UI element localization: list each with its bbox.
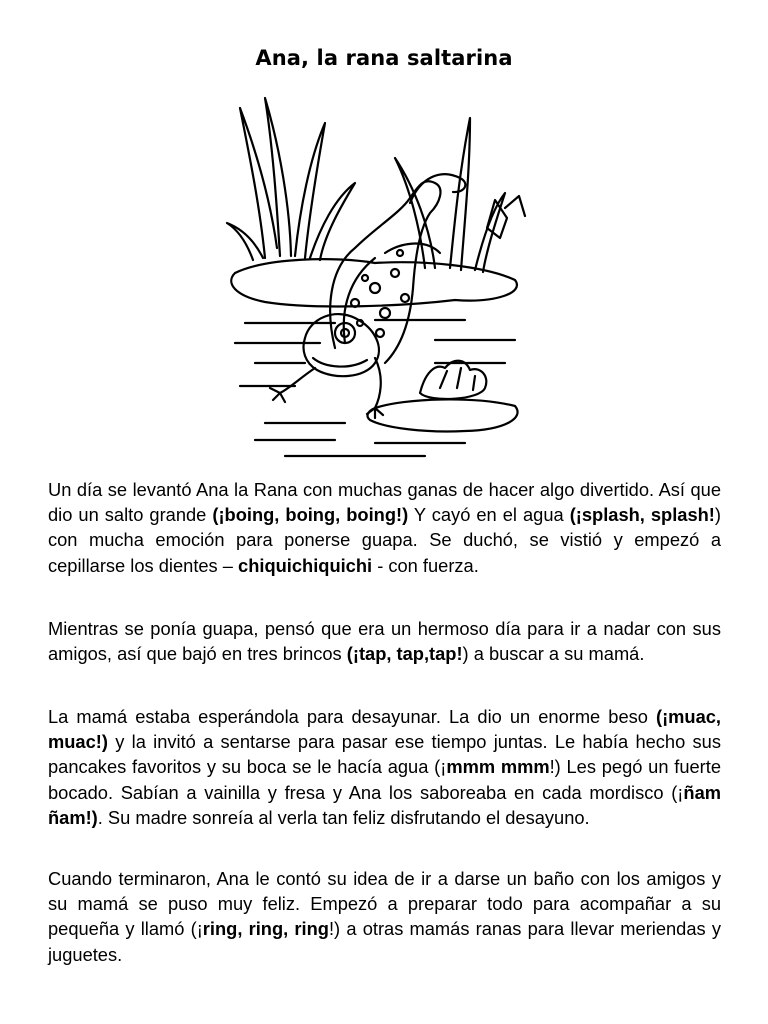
reed-right-3 [475,193,505,272]
paragraph-text: Un día se levantó Ana la Rana con muchas ganas de hacer algo divertido. Así que dio un salto grande [48,479,721,526]
paragraph-text: !) Les pegó un fuerte bocado. Sabían a vainilla y fresa y Ana los saboreaba en cada mordisco (¡ [48,756,721,803]
paragraph-text: . Su madre sonreía al verla tan feliz disfrutando el desayuno. [97,806,590,828]
onomatopoeia-bold: ring, ring, ring [202,918,329,940]
paragraph-text: ) a buscar a su mamá. [462,643,645,665]
paragraph-3 [48,704,721,830]
paragraph-4 [48,866,721,967]
reed-left-4 [227,223,263,260]
reed-left-2 [265,98,291,256]
paragraph-text: Cuando terminaron, Ana le contó su idea de ir a darse un baño con los amigos y su mamá se puso muy feliz. Empezó a preparar todo para acompañar a su pequeña y llamó (¡ [48,868,721,940]
reed-left-5 [310,183,355,260]
paragraph-text: - con fuerza. [372,554,479,576]
page-title: Ana, la rana saltarina [255,46,513,70]
paragraph-1 [48,477,721,578]
onomatopoeia-bold: (¡muac, muac!) [48,706,721,753]
lotus-flower [420,361,486,399]
paragraph-text: La mamá estaba esperándola para desayunar. La dio un enorme beso [48,706,656,727]
paragraph-text: !) a otras mamás ranas para llevar meriendas y juguetes. [48,918,721,965]
paragraph-text: ) con mucha emoción para ponerse guapa. Se duchó, se vistió y empezó a cepillarse los dientes – [48,504,721,576]
water-line [255,423,465,456]
reed-right-1 [450,118,470,270]
frog-illustration [225,88,530,460]
onomatopoeia-bold: (¡splash, splash! [569,504,715,526]
lily-pad-front [368,399,518,431]
water-line [235,320,515,343]
onomatopoeia-bold: chiquichiquichi [238,554,373,576]
reed-left-3 [295,123,325,258]
paragraph-text: Mientras se ponía guapa, pensó que era un hermoso día para ir a nadar con sus amigos, así que bajó en tres brincos [48,618,721,665]
onomatopoeia-bold: mmm mmm [446,756,550,778]
onomatopoeia-bold: ñam ñam!) [48,781,721,828]
frog-mouth [313,358,367,367]
paragraph-2 [48,616,721,666]
onomatopoeia-bold: (¡boing, boing, boing!) [212,504,409,526]
paragraph-text: y la invitó a sentarse para pasar ese tiempo juntas. Le había hecho sus pancakes favoritos y su boca se le hacía agua (¡ [48,731,721,778]
reed-right-5 [505,196,525,216]
paragraph-text: Y cayó en el agua [408,504,570,526]
onomatopoeia-bold: (¡tap, tap,tap! [346,643,463,665]
